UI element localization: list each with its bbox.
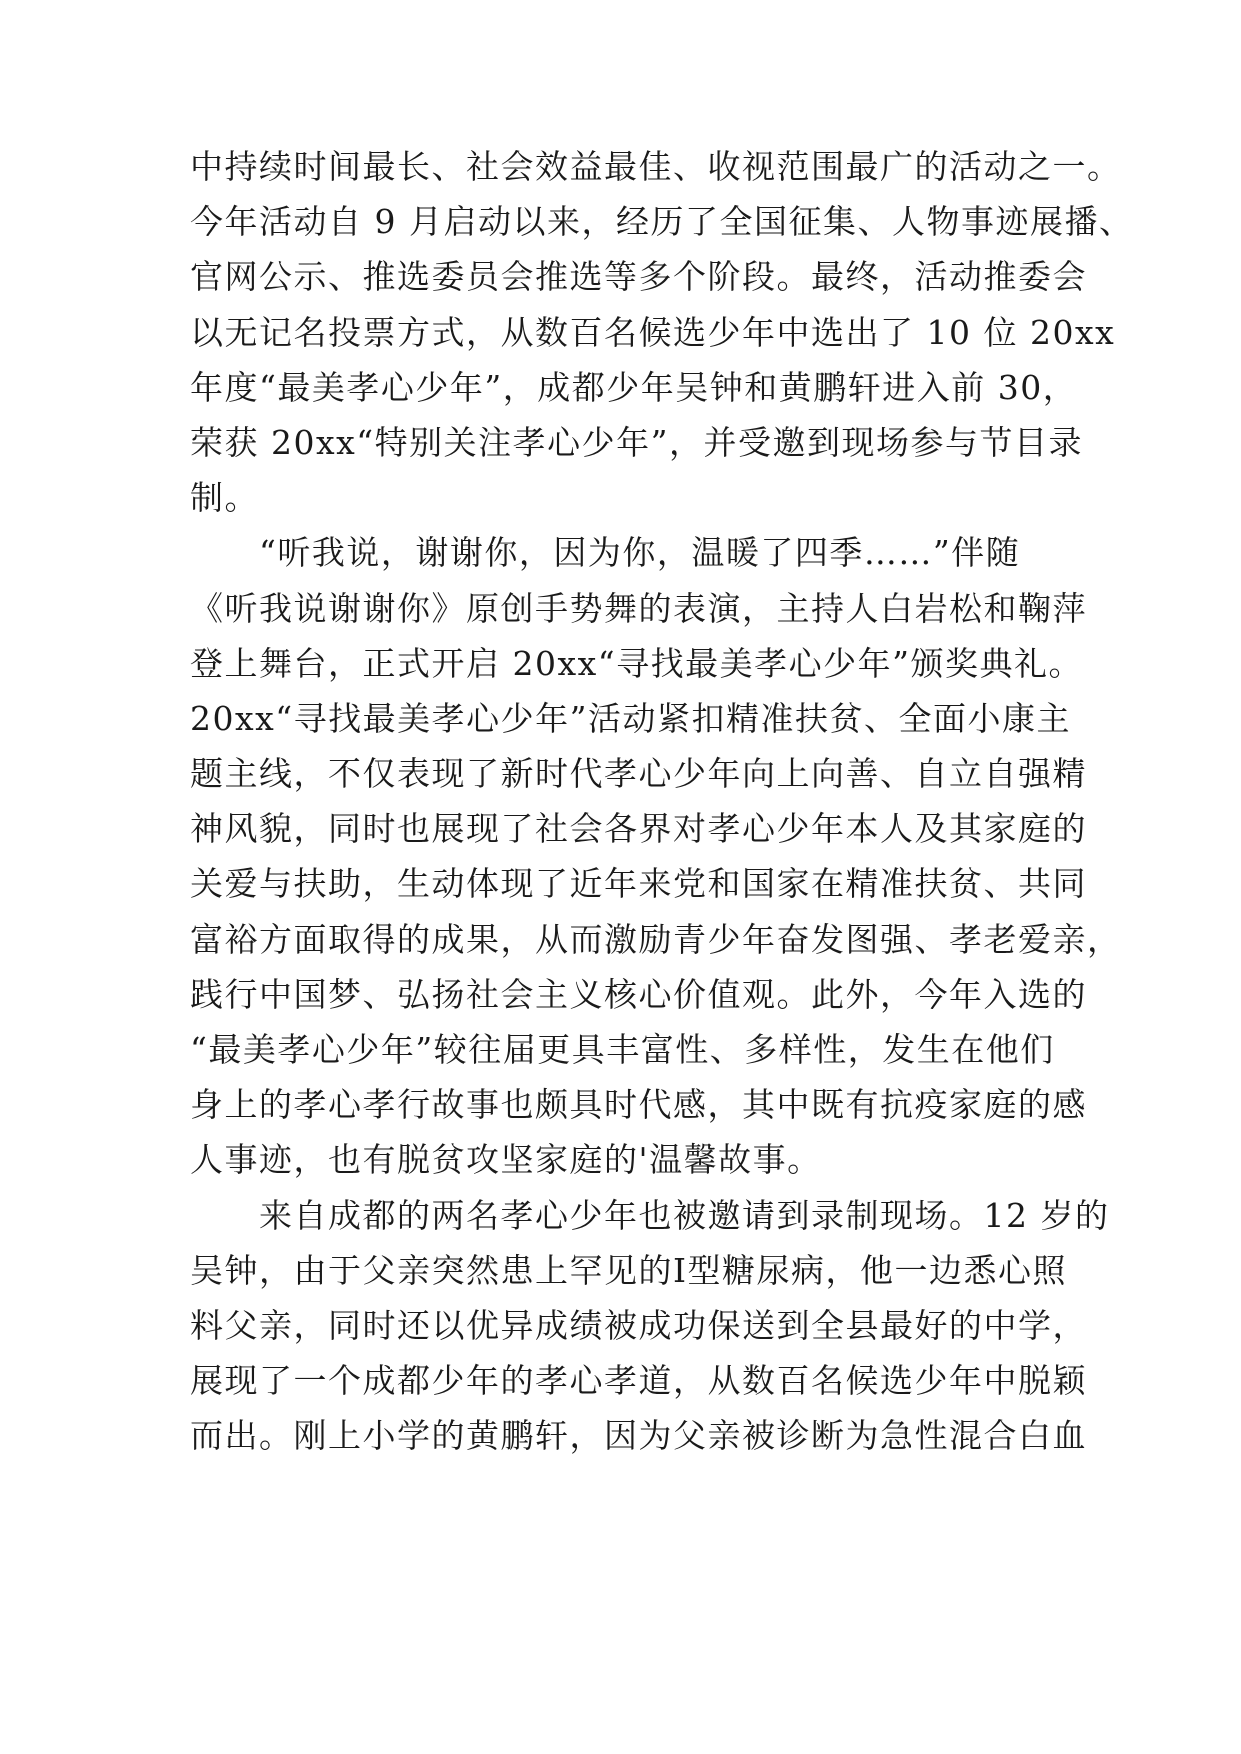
body-text: [190, 139, 1134, 1464]
text-line: “听我说，谢谢你，因为你，温暖了四季……”伴随: [190, 533, 1021, 573]
text-line: 展现了一个成都少年的孝心孝道，从数百名候选少年中脱颖: [190, 1361, 1087, 1401]
text-line: 料父亲，同时还以优异成绩被成功保送到全县最好的中学，: [190, 1305, 1087, 1345]
text-line: 登上舞台，正式开启 20xx“寻找最美孝心少年”颁奖典礼。: [190, 643, 1083, 683]
text-line: 人事迹，也有脱贫攻坚家庭的'温馨故事。: [190, 1140, 822, 1180]
text-line: 关爱与扶助，生动体现了近年来党和国家在精准扶贫、共同: [190, 864, 1087, 904]
text-line: 来自成都的两名孝心少年也被邀请到录制现场。12 岁的: [190, 1195, 1110, 1235]
text-line: 官网公示、推选委员会推选等多个阶段。最终，活动推委会: [190, 257, 1087, 297]
text-line: 荣获 20xx“特别关注孝心少年”，并受邀到现场参与节目录: [190, 422, 1083, 462]
text-line: 身上的孝心孝行故事也颇具时代感，其中既有抗疫家庭的感: [190, 1085, 1087, 1125]
text-line: “最美孝心少年”较往届更具丰富性、多样性，发生在他们: [190, 1030, 1055, 1069]
text-line: 富裕方面取得的成果，从而激励青少年奋发图强、孝老爱亲，: [190, 919, 1122, 959]
text-line: 以无记名投票方式，从数百名候选少年中选出了 10 位 20xx: [190, 312, 1116, 352]
text-line: 题主线，不仅表现了新时代孝心少年向上向善、自立自强精: [190, 754, 1087, 794]
text-line: 神风貌，同时也展现了社会各界对孝心少年本人及其家庭的: [190, 809, 1087, 849]
text-line: 而出。刚上小学的黄鹏轩，因为父亲被诊断为急性混合白血: [190, 1416, 1087, 1456]
text-line: 今年活动自 9 月启动以来，经历了全国征集、人物事迹展播、: [190, 202, 1134, 242]
text-line: 吴钟，由于父亲突然患上罕见的Ⅰ型糖尿病，他一边悉心照: [190, 1250, 1068, 1290]
text-line: 践行中国梦、弘扬社会主义核心价值观。此外，今年入选的: [190, 974, 1087, 1014]
text-line: 制。: [190, 478, 259, 518]
text-line: 20xx“寻找最美孝心少年”活动紧扣精准扶贫、全面小康主: [190, 698, 1071, 738]
text-line: 《听我说谢谢你》原创手势舞的表演，主持人白岩松和鞠萍: [190, 588, 1087, 628]
text-line: 中持续时间最长、社会效益最佳、收视范围最广的活动之一。: [190, 147, 1122, 186]
text-line: 年度“最美孝心少年”，成都少年吴钟和黄鹏轩进入前 30，: [190, 367, 1078, 407]
